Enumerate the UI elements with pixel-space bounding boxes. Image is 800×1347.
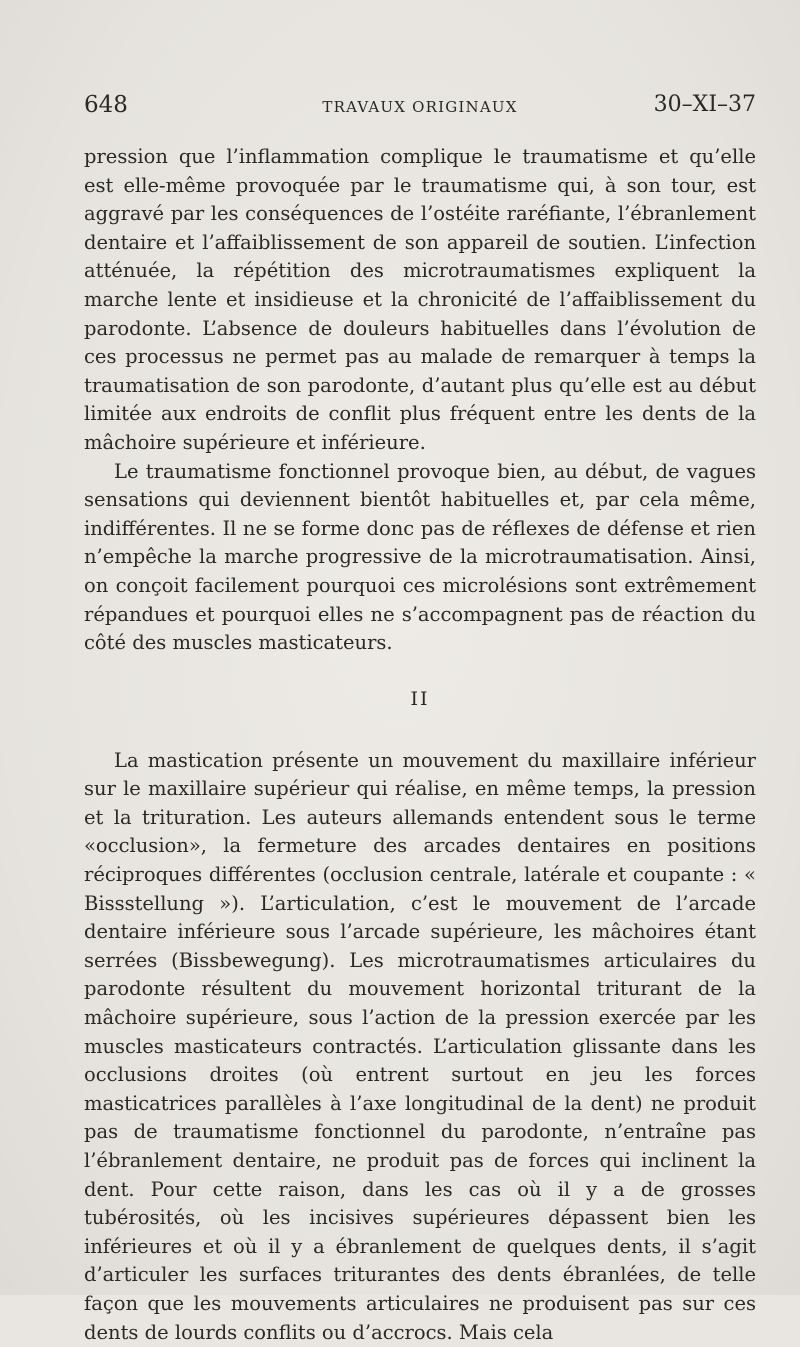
- section-number: II: [410, 687, 430, 710]
- page-number: 648: [84, 92, 128, 118]
- running-title: TRAVAUX ORIGINAUX: [322, 98, 518, 116]
- body-text: [84, 143, 756, 1347]
- paragraph-1: pression que l’inflammation complique le traumatisme et qu’elle est elle-même provoquée par le traumatisme qui, à son tour, est aggravé par les conséquences de l’ostéite raréfiante, l’ébranlement dentaire et l’affaiblissement de son appareil de soutien. L’infection atténuée, la répétition des microtraumatismes expliquent la marche lente et insidieuse et la chronicité de l’affaiblissement du parodonte. L’absence de douleurs habituelles dans l’évolution de ces processus ne permet pas au malade de remarquer à temps la traumatisation de son parodonte, d’autant plus qu’elle est au début limitée aux endroits de conflit plus fréquent entre les dents de la mâchoire supérieure et inférieure.: [84, 145, 756, 454]
- paragraph-3: La mastication présente un mouvement du maxillaire inférieur sur le maxillaire supérieur qui réalise, en même temps, la pression et la trituration. Les auteurs allemands entendent sous le terme «occlusion», la fermeture des arcades dentaires en positions réciproques différentes (occlusion centrale, latérale et coupante : « Bissstellung »). L’articulation, c’est le mouvement de l’arcade dentaire inférieure sous l’arcade supérieure, les mâchoires étant serrées (Bissbewegung). Les microtraumatismes articulaires du parodonte résultent du mouvement horizontal triturant de la mâchoire supérieure, sous l’action de la pression exercée par les muscles masticateurs contractés. L’articulation glissante dans les occlusions droites (où entrent surtout en jeu les forces masticatrices parallèles à l’axe longitudinal de la dent) ne produit pas de traumatisme fonctionnel du parodonte, n’entraîne pas l’ébranlement dentaire, ne produit pas de forces qui inclinent la dent. Pour cette raison, dans les cas où il y a de grosses tubérosités, où les incisives supérieures dépassent bien les inférieures et où il y a ébranlement de quelques dents, il s’agit d’articuler les surfaces triturantes des dents ébranlées, de telle façon que les mouvements articulaires ne produisent pas sur ces dents de lourds conflits ou d’accrocs. Mais cela: [84, 748, 756, 1344]
- page-header: [84, 92, 756, 128]
- paragraph-2: Le traumatisme fonctionnel provoque bien, au début, de vagues sensations qui deviennent bientôt habituelles et, par cela même, indifférentes. Il ne se forme donc pas de réflexes de défense et rien n’empêche la marche progressive de la microtraumatisation. Ainsi, on conçoit facilement pourquoi ces microlésions sont extrêmement répandues et pourquoi elles ne s’accompagnent pas de réaction du côté des muscles masticateurs.: [84, 459, 756, 655]
- issue-date: 30–XI–37: [653, 92, 756, 117]
